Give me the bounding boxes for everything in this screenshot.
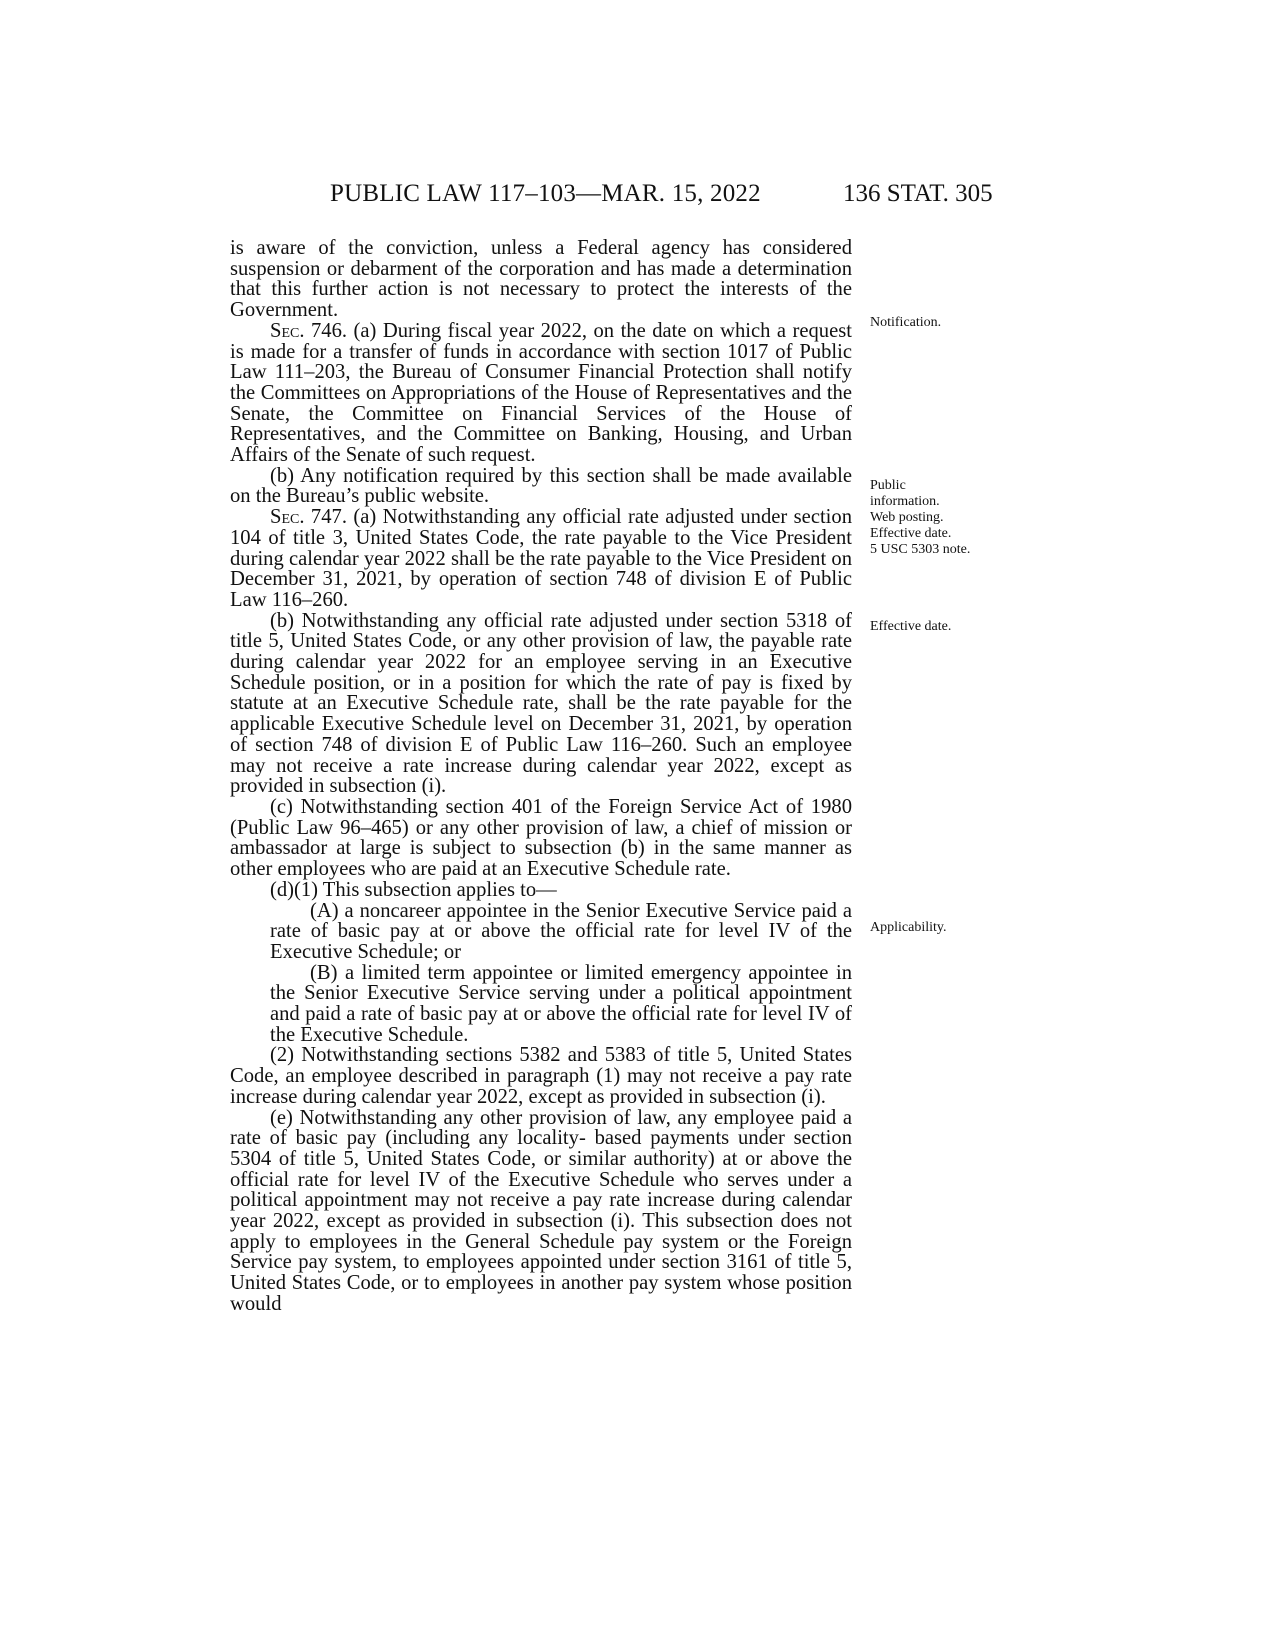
- paragraph-sec-747-d1-B: (B) a limited term appointee or limited emergency appointee in the Senior Executive Service serving under a political appointment and paid a rate of basic pay at or above the official rate for level IV of the Executive Schedule.: [270, 961, 852, 1046]
- paragraph-sec-747-a: Sec. 747. (a) Notwithstanding any official rate adjusted under section 104 of title 3, United States Code, the rate payable to the Vice President during calendar year 2022 shall be the rate payable to the Vice President on December 31, 2021, by operation of section 748 of division E of Public Law 116–260.: [230, 506, 852, 611]
- body-text: [230, 238, 852, 1315]
- sec-label: Sec.: [270, 506, 305, 529]
- paragraph-continuation: is aware of the conviction, unless a Federal agency has considered suspension or debarment of the corporation and has made a determination that this further action is not necessary to protect the interests of the Government.: [230, 237, 852, 322]
- paragraph-sec-747-e: (e) Notwithstanding any other provision of law, any employee paid a rate of basic pay (including any locality- based payments under section 5304 of title 5, United States Code, or similar authority) at or above the official rate for level IV of the Executive Schedule who serves under a political appointment may not receive a pay rate increase during calendar year 2022, except as provided in subsection (i). This subsection does not apply to employees in the General Schedule pay system or the Foreign Service pay system, to employees appointed under section 3161 of title 5, United States Code, or to employees in another pay system whose position would: [230, 1106, 852, 1315]
- margin-note-applicability: Applicability.: [870, 920, 947, 935]
- margin-note-public-information: Public information. Web posting. Effective date. 5 USC 5303 note.: [870, 478, 971, 557]
- paragraph-sec-747-d1-A: (A) a noncareer appointee in the Senior Executive Service paid a rate of basic pay at or above the official rate for level IV of the Executive Schedule; or: [270, 899, 852, 963]
- margin-note-effective-date: Effective date.: [870, 619, 952, 634]
- margin-note-notification: Notification.: [870, 315, 942, 330]
- sec-label: Sec.: [270, 319, 305, 342]
- paragraph-sec-746-a: Sec. 746. (a) During fiscal year 2022, on the date on which a request is made for a transfer of funds in accordance with section 1017 of Public Law 111–203, the Bureau of Consumer Financial Protection shall notify the Committees on Appropriations of the House of Representatives and the Senate, the Committee on Financial Services of the House of Representatives, and the Committee on Banking, Housing, and Urban Affairs of the Senate of such request.: [230, 319, 852, 467]
- paragraph-sec-747-c: (c) Notwithstanding section 401 of the Foreign Service Act of 1980 (Public Law 96–465) or any other provision of law, a chief of mission or ambassador at large is subject to subsection (b) in the same manner as other employees who are paid at an Executive Schedule rate.: [230, 795, 852, 881]
- paragraph-sec-747-d2: (2) Notwithstanding sections 5382 and 5383 of title 5, United States Code, an employee described in paragraph (1) may not receive a pay rate increase during calendar year 2022, except as provided in subsection (i).: [230, 1044, 852, 1108]
- page-number: 136 STAT. 305: [843, 180, 993, 207]
- running-header-title: PUBLIC LAW 117–103—MAR. 15, 2022: [330, 180, 761, 207]
- paragraph-sec-746-b: (b) Any notification required by this section shall be made available on the Bureau’s public website.: [230, 464, 852, 508]
- paragraph-sec-747-b: (b) Notwithstanding any official rate adjusted under section 5318 of title 5, United States Code, or any other provision of law, the payable rate during calendar year 2022 for an employee serving in an Executive Schedule position, or in a position for which the rate of pay is fixed by statute at an Executive Schedule rate, shall be the rate payable for the applicable Executive Schedule level on December 31, 2021, by operation of section 748 of division E of Public Law 116–260. Such an employee may not receive a rate increase during calendar year 2022, except as provided in subsection (i).: [230, 609, 852, 798]
- paragraph-sec-747-d1: (d)(1) This subsection applies to—: [270, 878, 557, 901]
